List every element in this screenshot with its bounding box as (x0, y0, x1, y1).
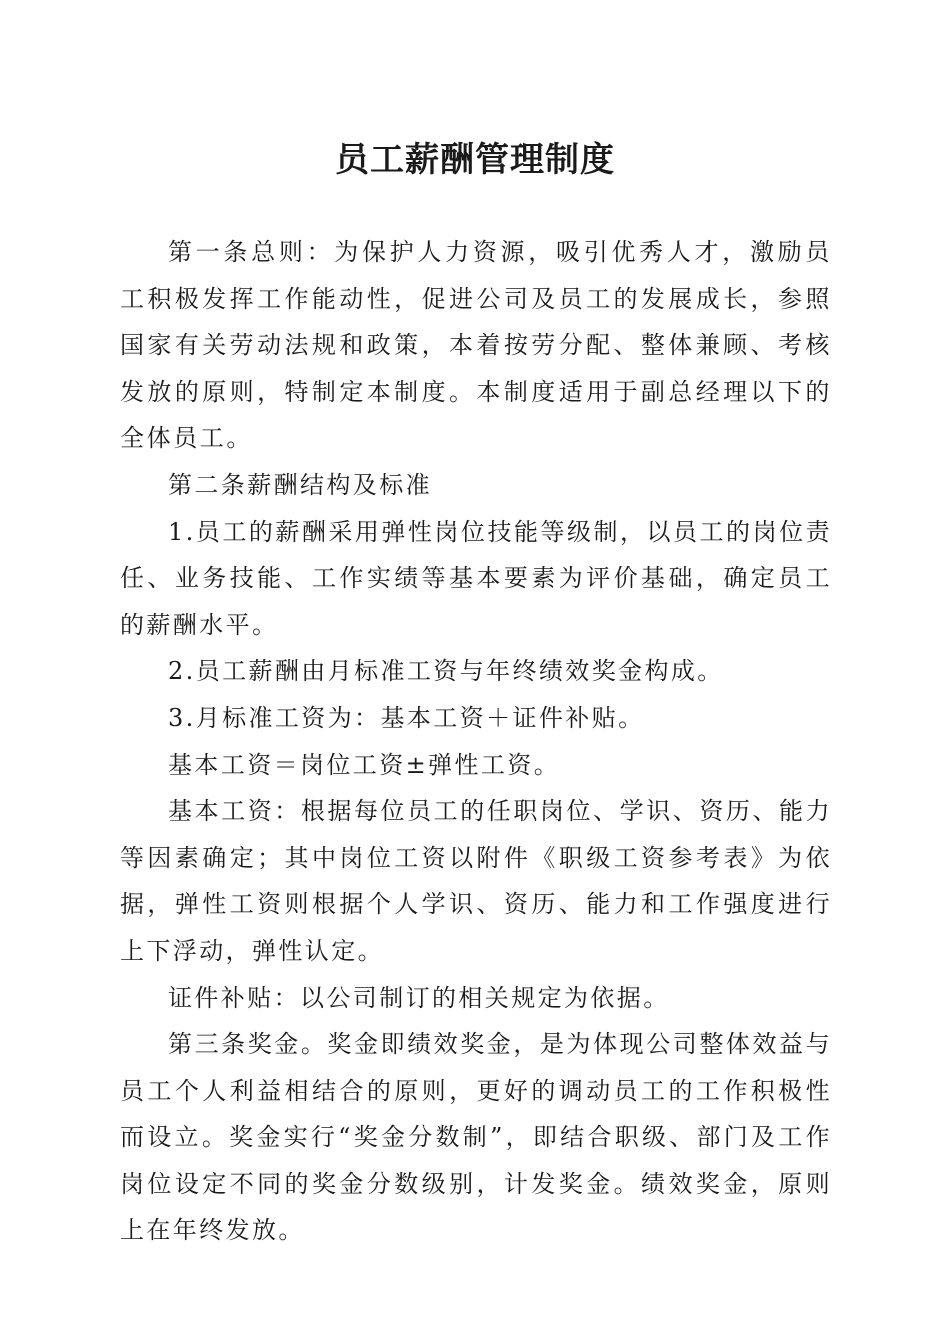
certificate-allowance: 证件补贴：以公司制订的相关规定为依据。 (168, 983, 670, 1012)
document-title: 员工薪酬管理制度 (335, 140, 615, 180)
article-1-general-provisions: 第一条总则：为保护人力资源，吸引优秀人才，激励员工积极发挥工作能动性，促进公司及员工的发展成长，参照国家有关劳动法规和政策，本着按劳分配、整体兼顾、考核发放的原则，特制定本制度。本制度适用于副总经理以下的全体员工。 (120, 238, 832, 453)
article-2-item-2: 2.员工薪酬由月标准工资与年终绩效奖金构成。 (168, 657, 724, 686)
article-2-item-3: 3.月标准工资为：基本工资＋证件补贴。 (168, 703, 645, 732)
document-body (120, 229, 832, 1254)
article-2-heading: 第二条薪酬结构及标准 (168, 470, 432, 499)
article-2-item-1: 1.员工的薪酬采用弹性岗位技能等级制，以员工的岗位责任、业务技能、工作实绩等基本要素为评价基础，确定员工的薪酬水平。 (120, 517, 832, 639)
article-3-bonus: 第三条奖金。奖金即绩效奖金，是为体现公司整体效益与员工个人利益相结合的原则，更好的调动员工的工作积极性而设立。奖金实行“奖金分数制”，即结合职级、部门及工作岗位设定不同的奖金分数级别，计发奖金。绩效奖金，原则上在年终发放。 (120, 1030, 832, 1245)
basic-salary-formula: 基本工资＝岗位工资±弹性工资。 (168, 750, 561, 779)
basic-salary-description: 基本工资：根据每位员工的任职岗位、学识、资历、能力等因素确定；其中岗位工资以附件《职级工资参考表》为依据，弹性工资则根据个人学识、资历、能力和工作强度进行上下浮动，弹性认定。 (120, 797, 832, 965)
